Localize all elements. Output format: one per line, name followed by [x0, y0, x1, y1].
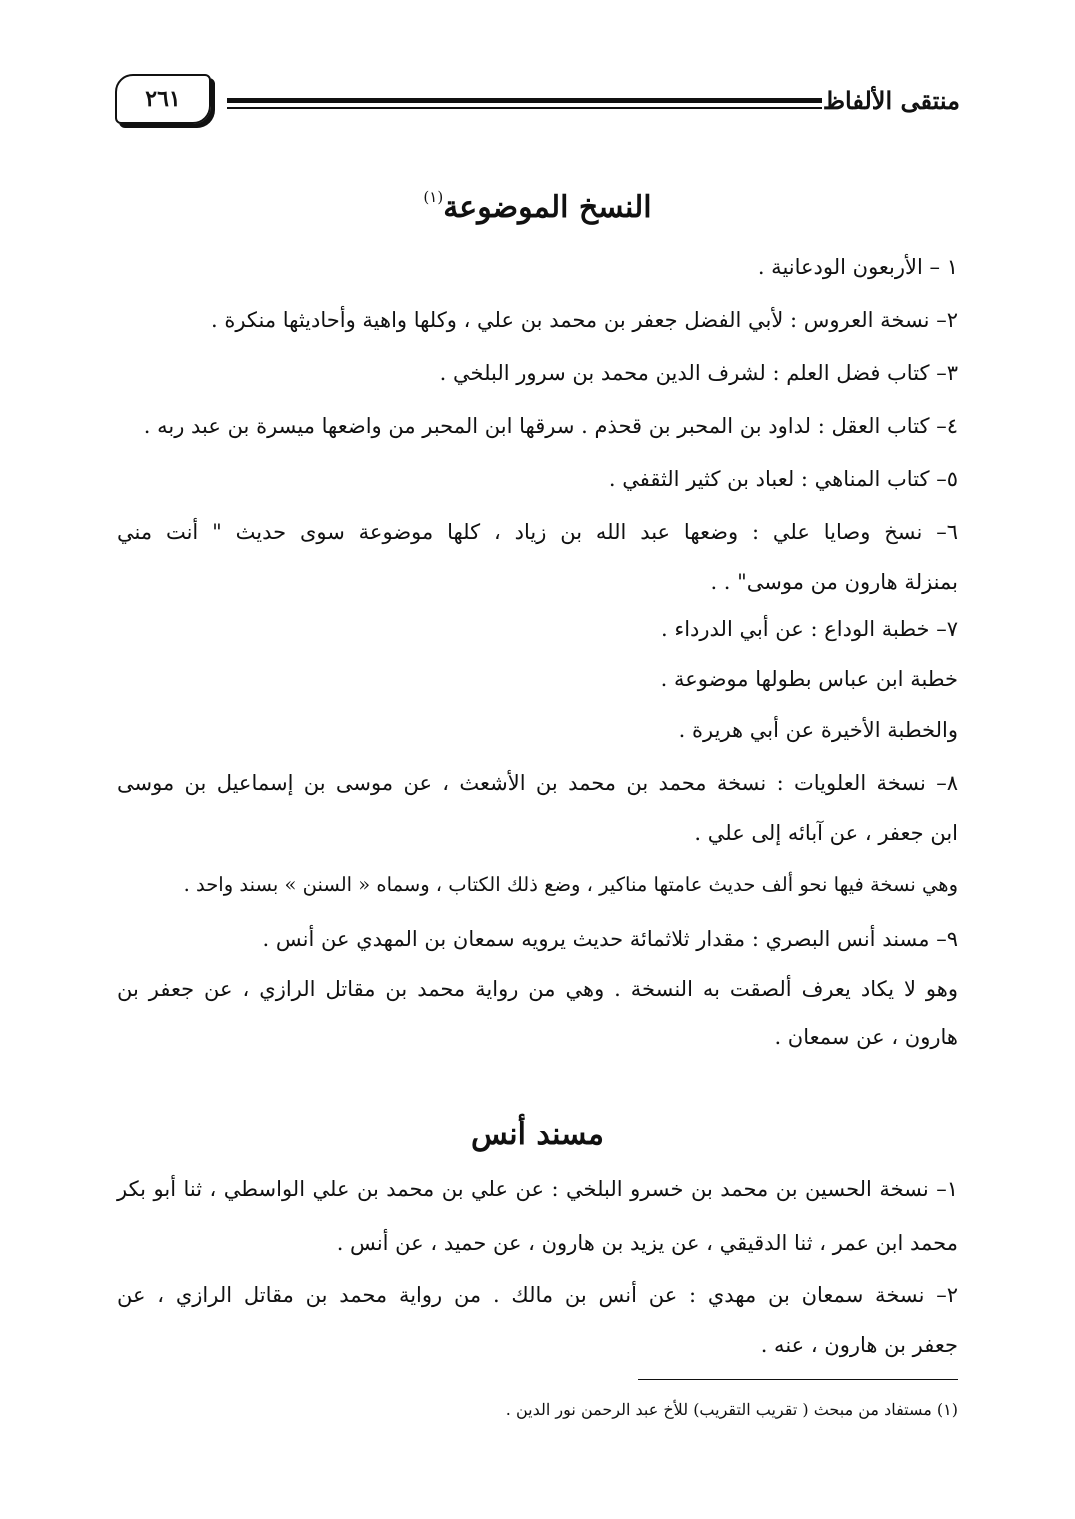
list-item-continuation: ابن جعفر ، عن آبائه إلى علي .	[694, 821, 958, 845]
list-item-continuation: جعفر بن هارون ، عنه .	[760, 1333, 958, 1357]
list-item: وهي نسخة فيها نحو ألف حديث عامتها مناكير ، وضع ذلك الكتاب ، وسماه « السنن » بسند واحد .	[183, 873, 958, 896]
header-rule	[227, 98, 822, 110]
page-header	[115, 70, 960, 132]
list-item: ٣– كتاب فضل العلم : لشرف الدين محمد بن سرور البلخي .	[439, 361, 958, 385]
list-item: وهو لا يكاد يعرف ألصقت به النسخة . وهي من رواية محمد بن مقاتل الرازي ، عن جعفر بن	[117, 977, 958, 1001]
list-item-continuation: محمد ابن عمر ، ثنا الدقيقي ، عن يزيد بن هارون ، عن حميد ، عن أنس .	[336, 1231, 958, 1255]
section-title-text: النسخ الموضوعة	[443, 190, 652, 225]
list-item: ١ – الأربعون الودعانية .	[757, 255, 958, 279]
list-item: ١– نسخة الحسين بن محمد بن خسرو البلخي : عن علي بن محمد بن علي الواسطي ، ثنا أبو بكر	[117, 1177, 958, 1201]
section-title-musnad-anas	[115, 1117, 960, 1152]
list-item-continuation: بمنزلة هارون من موسى" . .	[710, 570, 958, 594]
section-title-text: مسند أنس	[470, 1117, 604, 1152]
page-number: ٢٦١	[145, 86, 181, 112]
list-item-continuation: هارون ، عن سمعان .	[774, 1025, 958, 1049]
page-number-box	[115, 74, 211, 124]
footnote-separator	[638, 1379, 958, 1380]
book-title: منتقى الألفاظ	[822, 86, 960, 115]
footnote-reference: (١)	[423, 188, 444, 206]
list-item: ٧– خطبة الوداع : عن أبي الدرداء .	[660, 617, 958, 641]
list-item: ٤– كتاب العقل : لداود بن المحبر بن قحذم . سرقها ابن المحبر من واضعها ميسرة بن عبد ربه .	[143, 414, 958, 438]
list-item: ٦– نسخ وصايا علي : وضعها عبد الله بن زياد ، كلها موضوعة سوى حديث " أنت مني	[117, 520, 958, 544]
list-item: ٩– مسند أنس البصري : مقدار ثلاثمائة حديث يرويه سمعان بن المهدي عن أنس .	[262, 927, 958, 951]
list-item: ٢– نسخة سمعان بن مهدي : عن أنس بن مالك . من رواية محمد بن مقاتل الرازي ، عن	[117, 1283, 958, 1307]
header-rule-thick	[227, 98, 822, 103]
section-title-fabricated-copies	[115, 190, 960, 225]
list-item: والخطبة الأخيرة عن أبي هريرة .	[678, 718, 958, 742]
list-item: ٢– نسخة العروس : لأبي الفضل جعفر بن محمد بن علي ، وكلها واهية وأحاديثها منكرة .	[210, 308, 958, 332]
list-item: خطبة ابن عباس بطولها موضوعة .	[660, 667, 958, 691]
list-item: ٥– كتاب المناهي : لعباد بن كثير الثقفي .	[608, 467, 958, 491]
list-item: ٨– نسخة العلويات : نسخة محمد بن محمد بن الأشعث ، عن موسى بن إسماعيل بن موسى	[117, 771, 958, 795]
footnote: (١) مستفاد من مبحث ( تقريب التقريب) للأخ عبد الرحمن نور الدين .	[505, 1400, 958, 1419]
header-rule-thin	[227, 107, 822, 109]
